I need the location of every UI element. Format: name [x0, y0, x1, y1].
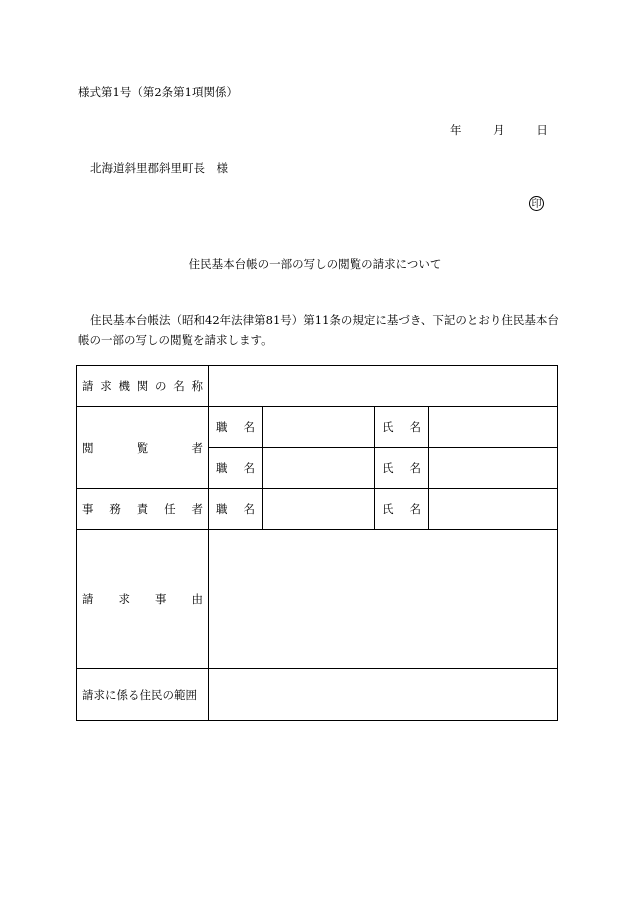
seal-mark: 印 — [529, 196, 544, 211]
requesting-org-field[interactable] — [209, 366, 558, 407]
table-row — [77, 407, 558, 448]
date-month-label: 月 — [493, 123, 505, 137]
viewer-1-name-field[interactable] — [429, 407, 558, 448]
viewer-2-name-label: 氏 名 — [375, 448, 429, 489]
requesting-org-label — [77, 366, 209, 407]
manager-name-label: 氏 名 — [375, 489, 429, 530]
reason-label — [77, 530, 209, 669]
body-paragraph: 住民基本台帳法（昭和42年法律第81号）第11条の規定に基づき、下記のとおり住民基本台帳の一部の写しの閲覧を請求します。 — [78, 313, 559, 347]
requesting-org-label-chars: 請 求 機 関 の 名 称 — [82, 379, 203, 393]
viewer-1-job-title-field[interactable] — [263, 407, 375, 448]
reason-field[interactable] — [209, 530, 558, 669]
document-title: 住民基本台帳の一部の写しの閲覧の請求について — [188, 257, 442, 271]
date-year-label: 年 — [450, 123, 462, 137]
table-row — [77, 669, 558, 721]
form-number: 様式第1号（第2条第1項関係） — [78, 85, 238, 99]
scope-label: 請求に係る住民の範囲 — [77, 669, 209, 721]
date-day-label: 日 — [536, 123, 548, 137]
viewer-1-name-label: 氏 名 — [375, 407, 429, 448]
office-manager-label — [77, 489, 209, 530]
table-row — [77, 489, 558, 530]
addressee: 北海道斜里郡斜里町長 様 — [90, 161, 228, 175]
office-manager-label-chars: 事 務 責 任 者 — [82, 502, 203, 516]
request-form-table — [76, 365, 558, 721]
viewer-label-chars: 閲 覧 者 — [82, 440, 203, 455]
viewer-2-name-field[interactable] — [429, 448, 558, 489]
manager-name-field[interactable] — [429, 489, 558, 530]
viewer-2-job-title-label: 職 名 — [209, 448, 263, 489]
table-row — [77, 530, 558, 669]
reason-label-chars: 請 求 事 由 — [82, 592, 203, 606]
date-line — [450, 122, 548, 138]
viewer-label — [77, 407, 209, 489]
scope-field[interactable] — [209, 669, 558, 721]
viewer-1-job-title-label: 職 名 — [209, 407, 263, 448]
manager-job-title-field[interactable] — [263, 489, 375, 530]
manager-job-title-label: 職 名 — [209, 489, 263, 530]
viewer-2-job-title-field[interactable] — [263, 448, 375, 489]
table-row — [77, 366, 558, 407]
